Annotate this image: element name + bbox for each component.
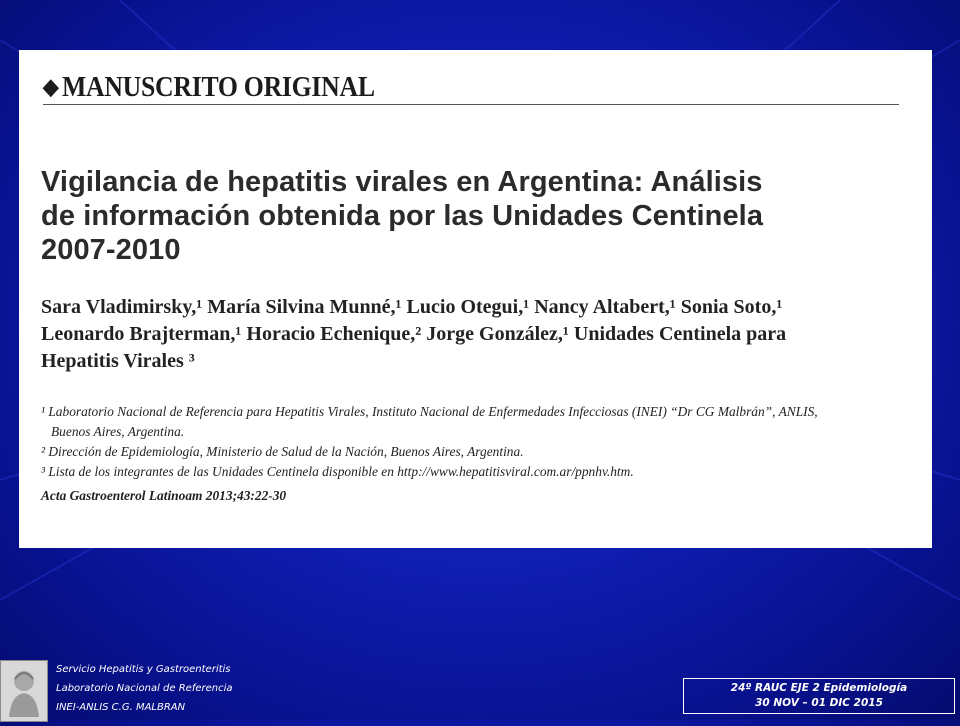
affiliation-line: Buenos Aires, Argentina.	[51, 424, 185, 439]
affiliation-line: ² Dirección de Epidemiología, Ministerio de Salud de la Nación, Buenos Aires, Argentina.	[41, 444, 524, 459]
title-line: Vigilancia de hepatitis virales en Argentina: Análisis	[41, 166, 763, 198]
event-line: 24º RAUC EJE 2 Epidemiología	[730, 682, 908, 694]
affiliations	[41, 402, 911, 482]
article-title	[41, 165, 911, 267]
footer-line: Laboratorio Nacional de Referencia	[56, 683, 233, 694]
section-label: ◆ MANUSCRITO ORIGINAL	[43, 72, 375, 103]
event-line: 30 NOV – 01 DIC 2015	[755, 697, 883, 709]
author-line: Hepatitis Virales ³	[41, 350, 195, 372]
journal-citation: Acta Gastroenterol Latinoam 2013;43:22-30	[41, 488, 287, 503]
title-line: 2007-2010	[41, 234, 181, 266]
author-line: Sara Vladimirsky,¹ María Silvina Munné,¹ Lucio Otegui,¹ Nancy Altabert,¹ Sonia Soto,¹	[41, 296, 783, 318]
footer-institution	[56, 660, 233, 717]
bust-icon	[1, 661, 47, 721]
article-page	[19, 50, 932, 548]
affiliation-line: ³ Lista de los integrantes de las Unidades Centinela disponible en http://www.hepatitisviral.com.ar/ppnhv.htm.	[41, 464, 634, 479]
footer-line: Servicio Hepatitis y Gastroenteritis	[56, 664, 231, 675]
affiliation-line: ¹ Laboratorio Nacional de Referencia para Hepatitis Virales, Instituto Nacional de Enfermedades Infecciosas (INEI) “Dr CG Malbrán”, ANLIS,	[41, 404, 818, 419]
diamond-icon: ◆	[43, 74, 59, 99]
institution-logo	[0, 660, 48, 722]
footer-line: INEI-ANLIS C.G. MALBRAN	[56, 702, 186, 713]
section-divider	[43, 104, 899, 105]
title-line: de información obtenida por las Unidades Centinela	[41, 200, 764, 232]
event-box	[683, 678, 955, 714]
author-line: Leonardo Brajterman,¹ Horacio Echenique,² Jorge González,¹ Unidades Centinela para	[41, 323, 787, 345]
author-list	[41, 294, 903, 375]
